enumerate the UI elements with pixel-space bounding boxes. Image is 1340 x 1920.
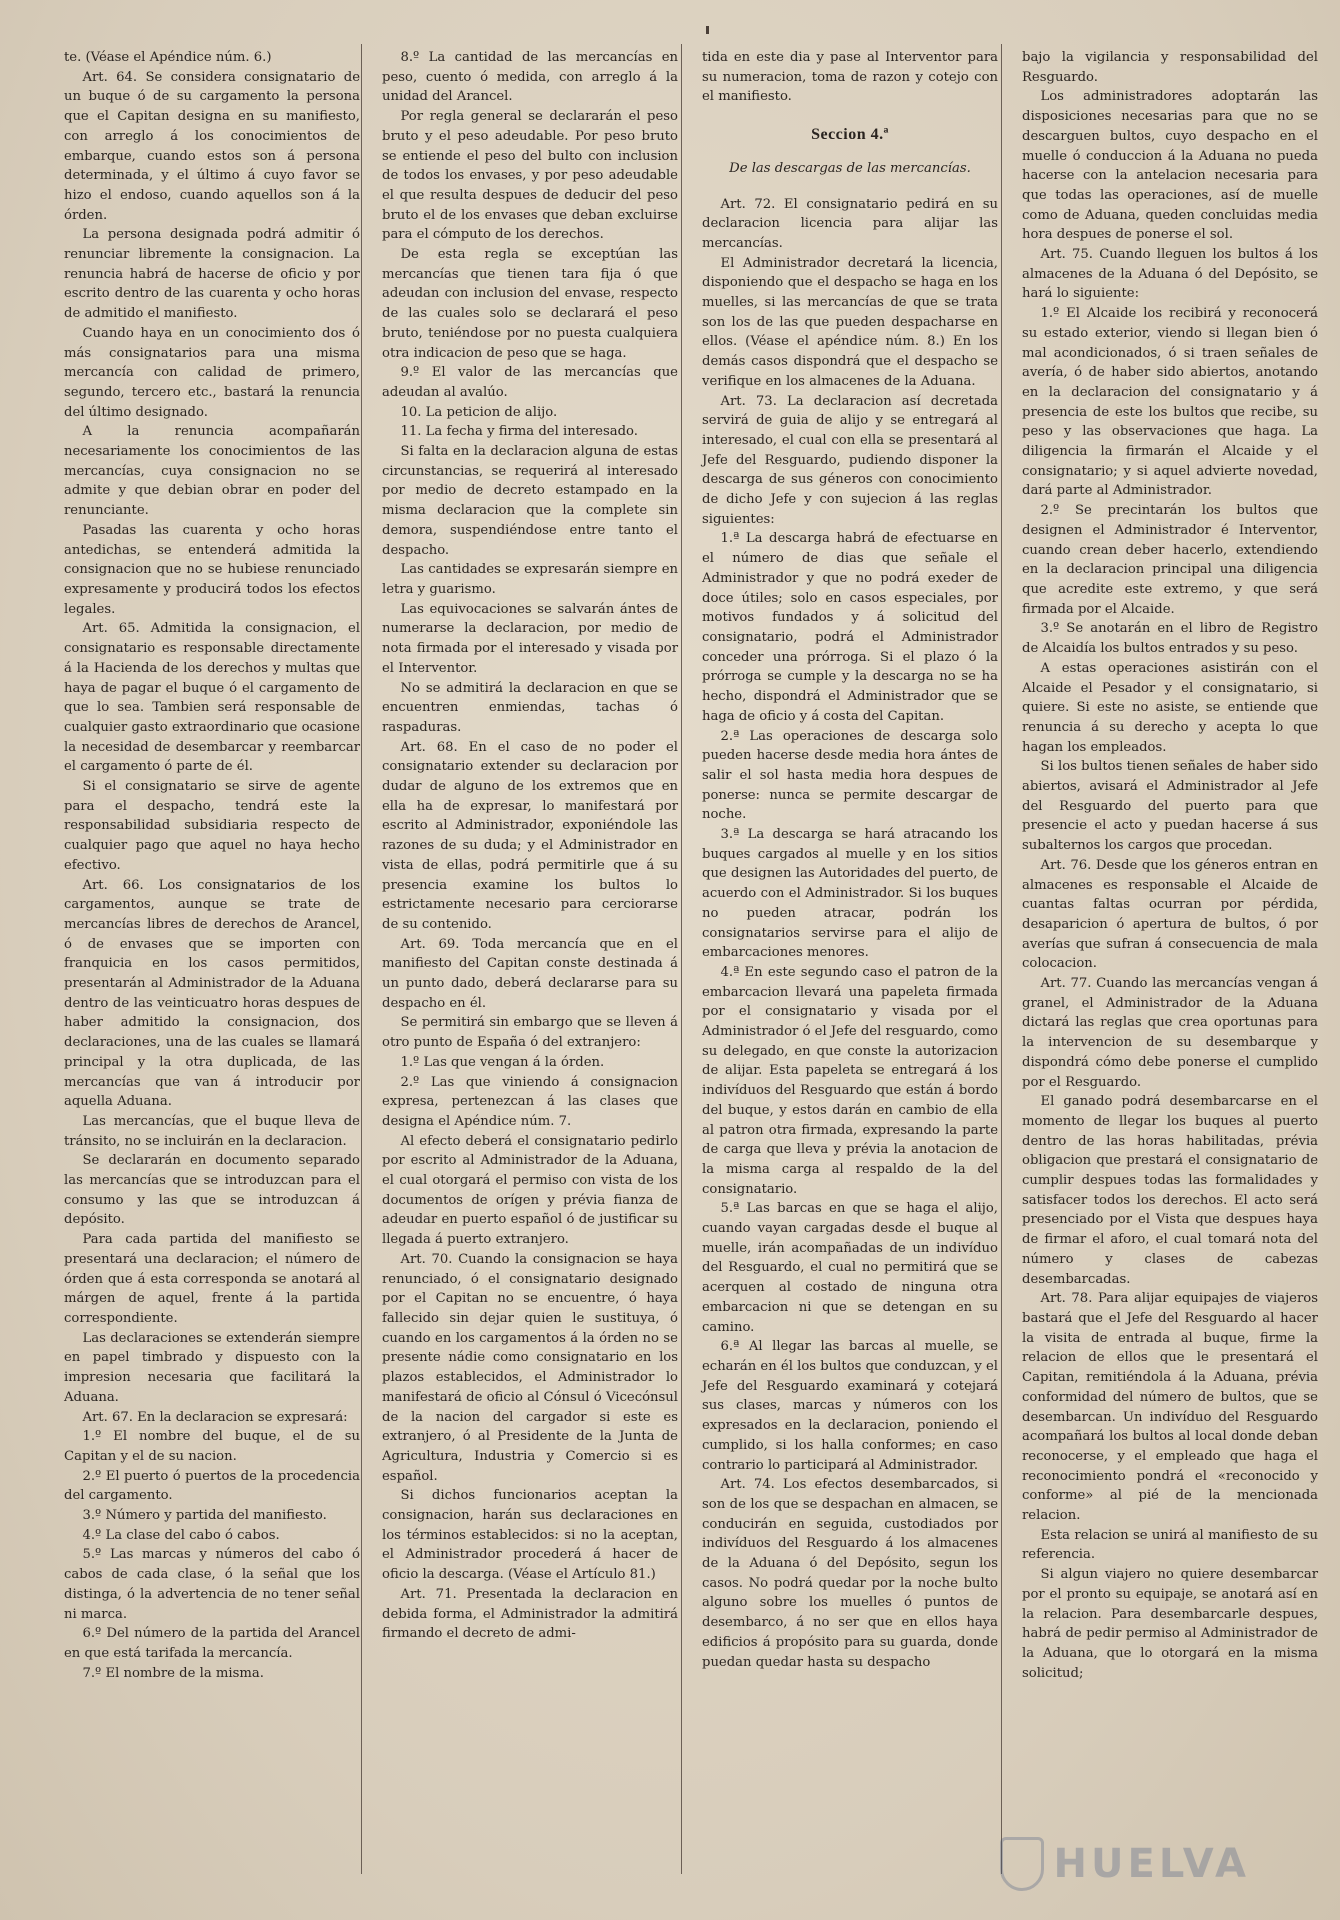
paragraph: 1.º El nombre del buque, el de su Capitan y el de su nacion. [64,1429,360,1464]
paragraph: Los administradores adoptarán las disposiciones necesarias para que no se descarguen bultos, cuyo despacho en el muelle ó conduccion á la Aduana no pueda hacerse con la antelacion necesaria para que todas las operaciones, así de muelle como de Aduana, queden concluidas media hora despues de ponerse el sol. [1022,89,1318,243]
seal-icon [1000,1837,1044,1891]
paragraph: Para cada partida del manifiesto se presentará una declaracion; el número de órden que á esta corresponda se anotará al márgen de aquel, frente á la partida correspondiente. [64,1232,360,1326]
paragraph: 1.º El Alcaide los recibirá y reconocerá su estado exterior, viendo si llegan bien ó mal acondicionados, ó si traen señales de avería, ó de haber sido abiertos, anotando en la declaracion del consignatario y á presencia de este los bultos que recibe, su peso y las observaciones que haga. La diligencia la firmarán el Alcaide y el consignatario; y si aquel advierte novedad, dará parte al Administrador. [1022,306,1318,499]
paragraph: 11. La fecha y firma del interesado. [400,424,638,440]
paragraph: Si el consignatario se sirve de agente para el despacho, tendrá este la responsabilidad subsidiaria respecto de cualquier pago que aquel no haya hecho efectivo. [64,779,360,873]
paragraph: 3.º Se anotarán en el libro de Registro de Alcaidía los bultos entrados y su peso. [1022,621,1318,657]
paragraph: Se permitirá sin embargo que se lleven á otro punto de España ó del extranjero: [382,1015,678,1051]
paragraph: Art. 75. Cuando lleguen los bultos á los almacenes de la Aduana ó del Depósito, se hará lo siguiente: [1022,247,1318,302]
paragraph: Art. 69. Toda mercancía que en el manifiesto del Capitan conste destinada á un punto dado, deberá declararse para su despacho en él. [382,936,678,1011]
paragraph: 4.º La clase del cabo ó cabos. [82,1527,280,1543]
paragraph: Si algun viajero no quiere desembarcar por el pronto su equipaje, se anotará así en la relacion. Para desembarcarle despues, habrá de pedir permiso al Administrador de la Aduana, que lo otorgará en la misma solicitud; [1022,1567,1318,1681]
paragraph: 5.ª Las barcas en que se haga el alijo, cuando vayan cargadas desde el buque al muelle, irán acompañadas de un indivíduo del Resguardo, el cual no permitirá que se acerquen al costado de ninguna otra embarcacion ni que se detengan en su camino. [702,1201,998,1335]
paragraph: Esta relacion se unirá al manifiesto de su referencia. [1022,1527,1318,1563]
paragraph: De esta regla se exceptúan las mercancías que tienen tara fija ó que adeudan con inclusion del envase, respecto de las cuales solo se declarará el peso bruto, teniéndose por no puesta cualquiera otra indicacion de peso que se haga. [382,247,678,361]
paragraph: El ganado podrá desembarcarse en el momento de llegar los buques al puerto dentro de las horas habilitadas, prévia obligacion que prestará el consignatario de cumplir despues todas las formalidades y satisfacer todos los derechos. El acto será presenciado por el Vista que despues haya de firmar el aforo, el cual tomará nota del número y clases de cabezas desembarcadas. [1022,1094,1318,1287]
paragraph: Las cantidades se expresarán siempre en letra y guarismo. [382,562,678,597]
column-2 [382,48,678,1644]
column-rule [681,44,682,1874]
paragraph: Art. 64. Se considera consignatario de un buque ó de su cargamento la persona que el Capitan designa en su manifiesto, con arreglo á los conocimientos de embarque, cuando estos son á persona determinada, y el último á cuyo favor se hizo el endoso, cuando aquellos son á la órden. [64,69,360,223]
paragraph: 6.ª Al llegar las barcas al muelle, se echarán en él los bultos que conduzcan, y el Jefe del Resguardo examinará y cotejará sus clases, marcas y números con los expresados en la declaracion, poniendo el cumplido, si los halla conformes; en caso contrario lo participará al Administrador. [702,1339,998,1473]
paragraph: 3.ª La descarga se hará atracando los buques cargados al muelle y en los sitios que designen las Autoridades del puerto, de acuerdo con el Administrador. Si los buques no pueden atracar, podrán los consignatarios servirse para el alijo de embarcaciones menores. [702,827,998,961]
paragraph: 4.ª En este segundo caso el patron de la embarcacion llevará una papeleta firmada por el consignatario y visada por el Administrador ó el Jefe del resguardo, como su delegado, en que conste la autorizacion de alijar. Esta papeleta se entregará á los indivíduos del Resguardo que están á bordo del buque, y estos darán en cambio de ella al patron otra firmada, expresando la parte de carga que lleva y prévia la anotacion de la misma carga al respaldo de la del consignatario. [702,964,998,1197]
paragraph: Las mercancías, que el buque lleva de tránsito, no se incluirán en la declaracion. [64,1113,360,1149]
paragraph: 3.º Número y partida del manifiesto. [82,1508,327,1524]
paragraph: 5.º Las marcas y números del cabo ó cabos de cada clase, ó la señal que los distinga, ó la advertencia de no tener señal ni marca. [64,1547,360,1622]
paragraph: bajo la vigilancia y responsabilidad del Resguardo. [1022,50,1318,85]
paragraph: 6.º Del número de la partida del Arancel en que está tarifada la mercancía. [64,1626,360,1661]
paragraph: A la renuncia acompañarán necesariamente los conocimientos de las mercancías, cuya consignacion no se admite y que debian obrar en poder del renunciante. [64,424,360,519]
paragraph: 9.º El valor de las mercancías que adeudan al avalúo. [382,365,678,400]
paragraph: La persona designada podrá admitir ó renunciar libremente la consignacion. La renuncia habrá de hacerse de oficio y por escrito dentro de las cuarenta y ocho horas de admitido el manifiesto. [64,227,360,322]
watermark-text: HUELVA [1053,1841,1250,1887]
column-3-body [702,195,998,1673]
paragraph: El Administrador decretará la licencia, disponiendo que el despacho se haga en los muelles, si las mercancías de que se trata son los de las que pueden despacharse en ellos. (Véase el apéndice núm. 8.) En los demás casos dispondrá que el despacho se verifique en los almacenes de la Aduana. [702,255,998,389]
paragraph: No se admitirá la declaracion en que se encuentren enmiendas, tachas ó raspaduras. [382,680,678,735]
paragraph: Art. 71. Presentada la declaracion en debida forma, el Administrador la admitirá firmando el decreto de admi- [382,1586,678,1642]
paragraph: A estas operaciones asistirán con el Alcaide el Pesador y el consignatario, si quiere. Si este no asiste, se entiende que renuncia á su derecho y acepta lo que hagan los empleados. [1022,660,1318,755]
paragraph: Art. 70. Cuando la consignacion se haya renunciado, ó el consignatario designado por el Capitan no se encuentre, ó haya fallecido sin dejar quien le sustituya, ó cuando en los cargamentos á la órden no se presente nádie como consignatario en los plazos establecidos, el Administrador lo manifestará de oficio al Cónsul ó Vicecónsul de la nacion del cargador si este es extranjero, ó al Presidente de la Junta de Agricultura, Industria y Comercio si es español. [382,1251,678,1484]
section-subtitle: De las descargas de las mercancías. [729,160,971,176]
paragraph: te. (Véase el Apéndice núm. 6.) [64,50,272,65]
page-mark [706,26,709,34]
column-3 [702,48,998,1672]
paragraph: Se declararán en documento separado las mercancías que se introduzcan para el consumo y las que se introduzcan á depósito. [64,1153,360,1228]
paragraph: Por regla general se declararán el peso bruto y el peso adeudable. Por peso bruto se entiende el peso del bulto con inclusion de todos los envases, y por peso adeudable el que resulta despues de deducir del peso bruto el de los envases que deban excluirse para el cómputo de los derechos. [382,109,678,243]
paragraph: Si los bultos tienen señales de haber sido abiertos, avisará el Administrador al Jefe del Resguardo del puerto para que presencie el acto y puedan hacerse á sus subalternos los cargos que procedan. [1022,759,1318,854]
paragraph: Art. 73. La declaracion así decretada servirá de guia de alijo y se entregará al interesado, el cual con ella se presentará al Jefe del Resguardo, pudiendo disponer la descarga de sus géneros con conocimiento de dicho Jefe y con sujecion á las reglas siguientes: [702,393,998,527]
paragraph: 1.ª La descarga habrá de efectuarse en el número de dias que señale el Administrador y que no podrá exeder de doce útiles; solo en casos especiales, por motivos fundados y á solicitud del consignatario, podrá el Administrador conceder una prórroga. Si el plazo ó la prórroga se cumple y la descarga no se ha hecho, dispondrá el Administrador que se haga de oficio y á costa del Capitan. [702,531,998,724]
paragraph: 2.º El puerto ó puertos de la procedencia del cargamento. [64,1468,360,1504]
library-watermark [1000,1834,1250,1894]
paragraph: Art. 74. Los efectos desembarcados, si son de los que se despachan en almacen, se conducirán en seguida, custodiados por indivíduos del Resguardo á los almacenes de la Aduana ó del Depósito, segun los casos. No podrá quedar por la noche bulto alguno sobre los muelles ó puntos de desembarco, á no ser que en ellos haya edificios á propósito para su guarda, donde puedan quedar hasta su despacho [702,1477,998,1670]
paragraph: 7.º El nombre de la misma. [82,1665,264,1681]
column-rule [1001,44,1002,1874]
paragraph: Al efecto deberá el consignatario pedirlo por escrito al Administrador de la Aduana, el cual otorgará el permiso con vista de los documentos de orígen y prévia fianza de adeudar en puerto español ó de justificar su llegada á puerto extranjero. [382,1133,678,1248]
paragraph: 10. La peticion de alijo. [400,404,558,420]
paragraph: 2.º Las que viniendo á consignacion expresa, pertenezcan á las clases que designa el Apéndice núm. 7. [382,1074,678,1129]
paragraph: 1.º Las que vengan á la órden. [400,1054,605,1070]
paragraph: Art. 76. Desde que los géneros entran en almacenes es responsable el Alcaide de cuantas faltas ocurran por pérdida, desaparicion ó apertura de bultos, ó por averías que sufran á consecuencia de mala colocacion. [1022,857,1318,972]
column-3-lead: tida en este dia y pase al Interventor para su numeracion, toma de razon y cotejo con el manifiesto. [702,50,998,105]
paragraph: Art. 66. Los consignatarios de los cargamentos, aunque se trate de mercancías libres de derechos de Arancel, ó de envases que se importen con franquicia en los casos permitidos, presentarán al Administrador de la Aduana dentro de las veinticuatro horas despues de haber admitido la consignacion, dos declaraciones, una de las cuales se llamará principal y la otra duplicada, de las mercancías que van á introducir por aquella Aduana. [64,877,360,1110]
column-4 [1022,48,1318,1683]
paragraph: 8.º La cantidad de las mercancías en peso, cuento ó medida, con arreglo á la unidad del Arancel. [382,50,678,105]
paragraph: Art. 65. Admitida la consignacion, el consignatario es responsable directamente á la Hacienda de los derechos y multas que haya de pagar el buque ó el cargamento de que lo sea. Tambien será responsable de cualquier gasto extraordinario que ocasione la necesidad de desembarcar y reembarcar el cargamento ó parte de él. [64,621,360,775]
paragraph: Pasadas las cuarenta y ocho horas antedichas, se entenderá admitida la consignacion que no se hubiese renunciado expresamente y producirá todos los efectos legales. [64,522,360,617]
paragraph: Art. 72. El consignatario pedirá en su declaracion licencia para alijar las mercancías. [702,196,998,251]
column-rule [361,44,362,1874]
paragraph: Las equivocaciones se salvarán ántes de numerarse la declaracion, por medio de nota firmada por el interesado y visada por el Interventor. [382,601,678,676]
section-title: Seccion 4.ª [811,126,889,144]
paragraph: Las declaraciones se extenderán siempre en papel timbrado y dispuesto con la impresion necesaria que facilitará la Aduana. [64,1330,360,1405]
paragraph: Si falta en la declaracion alguna de estas circunstancias, se requerirá al interesado por medio de decreto estampado en la misma declaracion que la complete sin demora, suspendiéndose entre tanto el despacho. [382,444,678,558]
paragraph: Si dichos funcionarios aceptan la consignacion, harán sus declaraciones en los términos establecidos: si no la aceptan, el Administrador procederá á hacer de oficio la descarga. (Véase el Artículo 81.) [382,1488,678,1583]
paragraph: Cuando haya en un conocimiento dos ó más consignatarios para una misma mercancía con calidad de primero, segundo, tercero etc., bastará la renuncia del último designado. [64,325,360,420]
paragraph: Art. 78. Para alijar equipajes de viajeros bastará que el Jefe del Resguardo al hacer la visita de entrada al buque, firme la relacion de ellos que le presentará el Capitan, remitiéndola á la Aduana, prévia conformidad del número de bultos, que se desembarcan. Un indivíduo del Resguardo acompañará los bultos al local donde deban reconocerse, y el empleado que haga el reconocimiento pondrá el «reconocido y conforme» al pié de la mencionada relacion. [1022,1291,1318,1524]
paragraph: 2.ª Las operaciones de descarga solo pueden hacerse desde media hora ántes de salir el sol hasta media hora despues de ponerse: nunca se permite descargar de noche. [702,728,998,823]
paragraph: 2.º Se precintarán los bultos que designen el Administrador é Interventor, cuando crean deber hacerlo, extendiendo en la declaracion principal una diligencia que acredite este extremo, y que será firmada por el Alcaide. [1022,503,1318,617]
paragraph: Art. 68. En el caso de no poder el consignatario extender su declaracion por dudar de alguno de los extremos que en ella ha de expresar, lo manifestará por escrito al Administrador, exponiéndole las razones de su duda; y el Administrador en vista de ellas, podrá permitirle que á su presencia examine los bultos lo estrictamente necesario para cerciorarse de su contenido. [382,739,678,932]
column-1 [64,48,360,1683]
paragraph: Art. 67. En la declaracion se expresará: [82,1409,348,1425]
paragraph: Art. 77. Cuando las mercancías vengan á granel, el Administrador de la Aduana dictará las reglas que crea oportunas para la intervencion de su desembarque y dispondrá cómo debe ponerse el cumplido por el Resguardo. [1022,976,1318,1090]
